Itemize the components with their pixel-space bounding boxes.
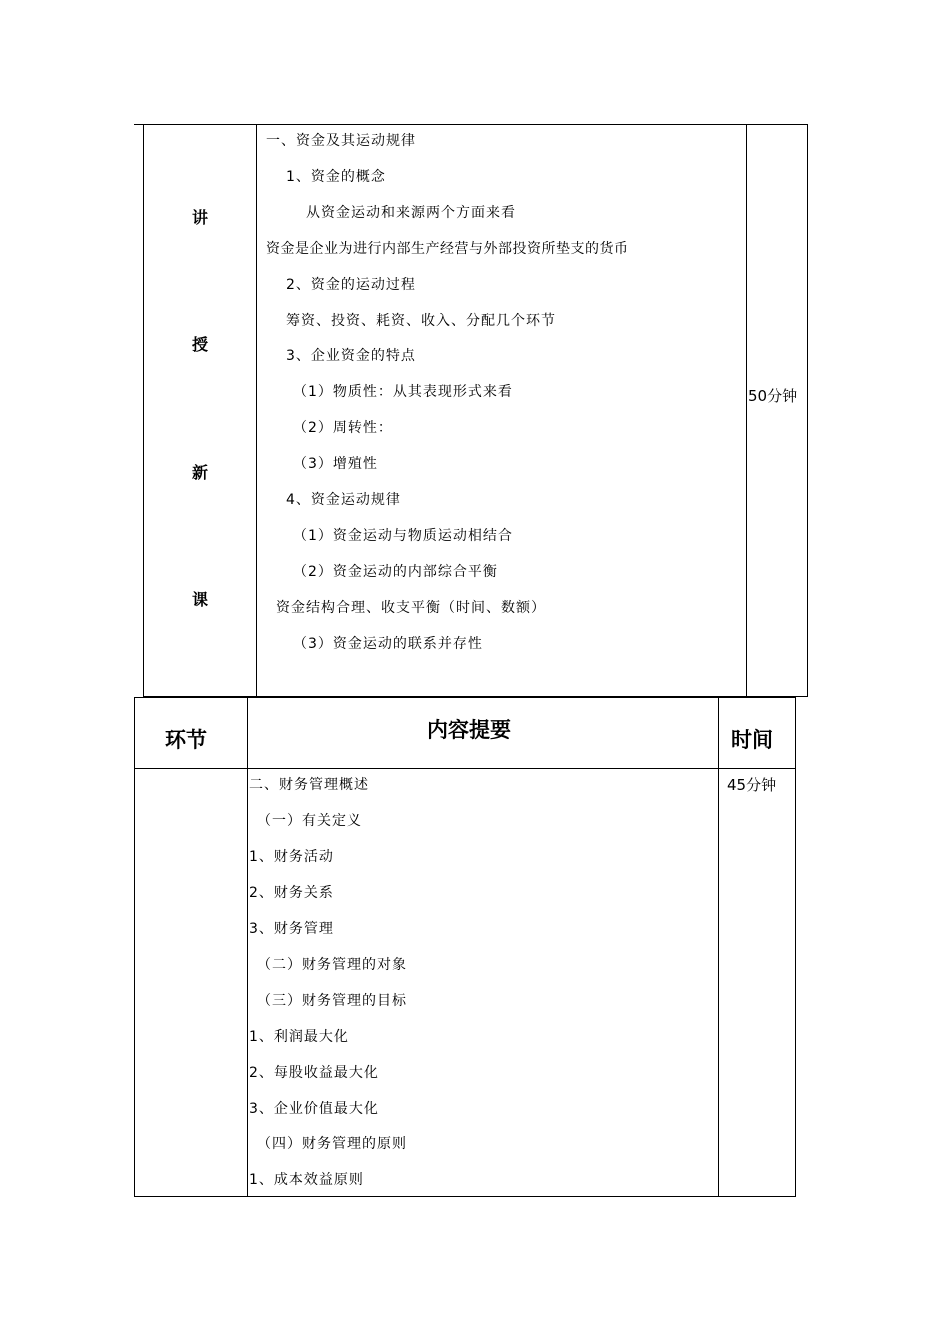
content-line: 1、成本效益原则 (249, 1172, 364, 1188)
stage-char: 新 (191, 463, 208, 482)
header-time: 时间 (731, 728, 773, 752)
header-content: 内容提要 (427, 718, 511, 742)
column-divider (247, 698, 248, 1196)
content-line: （三）财务管理的目标 (257, 993, 407, 1009)
header-stage: 环节 (165, 728, 207, 752)
stage-char: 讲 (191, 208, 208, 227)
content-line: 一、资金及其运动规律 (266, 133, 416, 149)
lesson-table-overview (134, 697, 796, 1197)
column-divider (256, 125, 257, 696)
content-line: （3）资金运动的联系并存性 (293, 636, 483, 652)
content-line: （一）有关定义 (257, 813, 362, 829)
content-line: 2、财务关系 (249, 885, 334, 901)
content-line: 2、资金的运动过程 (286, 277, 416, 293)
content-line: 4、资金运动规律 (286, 492, 401, 508)
content-line: 1、利润最大化 (249, 1029, 349, 1045)
content-line: 筹资、投资、耗资、收入、分配几个环节 (286, 313, 556, 329)
content-line: （四）财务管理的原则 (257, 1136, 407, 1152)
content-line: 1、财务活动 (249, 849, 334, 865)
content-line: （1）物质性：从其表现形式来看 (293, 384, 513, 400)
header-divider (135, 768, 795, 769)
content-line: （3）增殖性 (293, 456, 378, 472)
content-line: （二）财务管理的对象 (257, 957, 407, 973)
content-line: 1、资金的概念 (286, 169, 386, 185)
content-line: （2）资金运动的内部综合平衡 (293, 564, 498, 580)
content-line: （1）资金运动与物质运动相结合 (293, 528, 513, 544)
content-line: 3、企业价值最大化 (249, 1101, 379, 1117)
content-line: （2）周转性： (293, 420, 393, 436)
time-value: 45分钟 (727, 776, 777, 794)
column-divider (718, 698, 719, 1196)
content-line: 资金结构合理、收支平衡（时间、数额） (276, 600, 546, 616)
content-line: 从资金运动和来源两个方面来看 (306, 205, 516, 221)
content-line: 2、每股收益最大化 (249, 1065, 379, 1081)
lesson-table-new-content (143, 124, 808, 697)
time-value: 50分钟 (748, 387, 798, 405)
stage-char: 授 (191, 335, 208, 354)
stage-char: 课 (191, 590, 208, 609)
content-line: 资金是企业为进行内部生产经营与外部投资所垫支的货币 (266, 241, 629, 257)
content-line: 3、企业资金的特点 (286, 348, 416, 364)
column-divider (746, 125, 747, 696)
content-line: 二、财务管理概述 (249, 777, 369, 793)
content-line: 3、财务管理 (249, 921, 334, 937)
table-edge-stub (134, 124, 143, 125)
